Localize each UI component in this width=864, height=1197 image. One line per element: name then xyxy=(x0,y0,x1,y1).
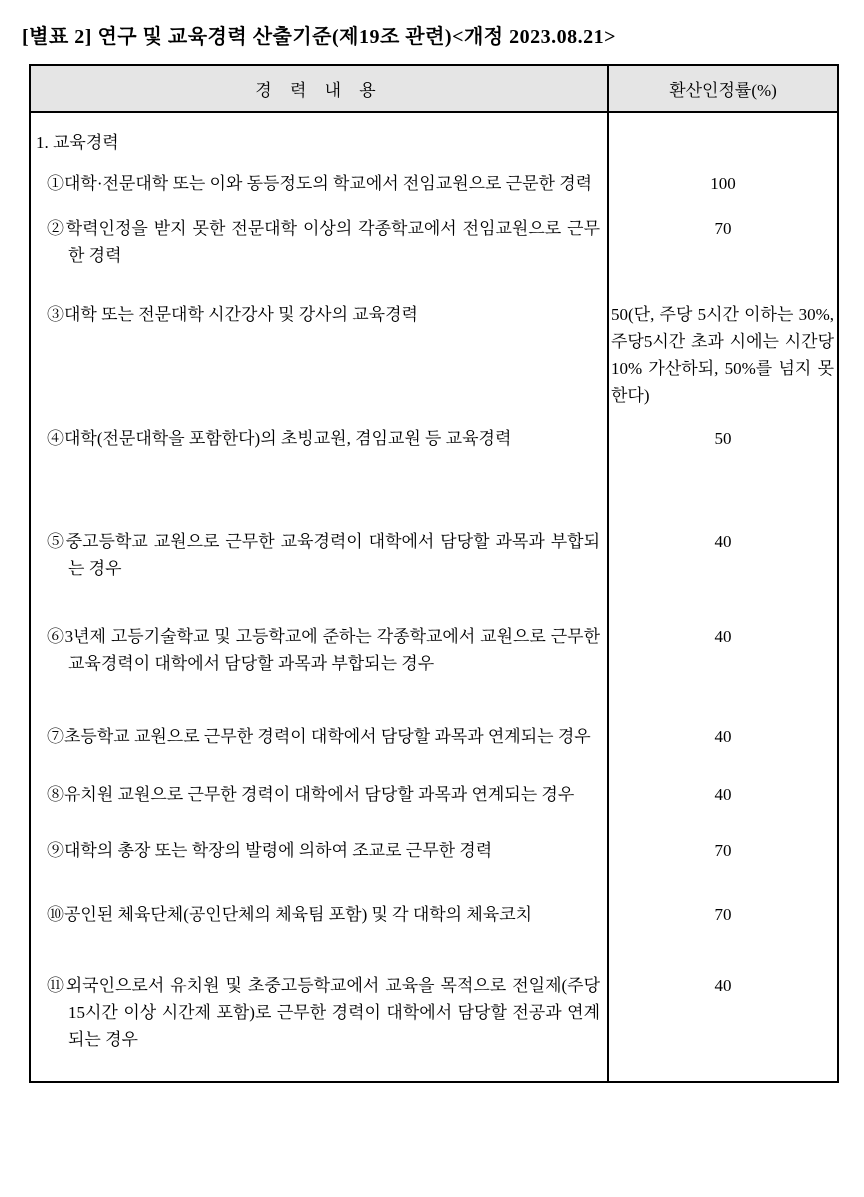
table-row xyxy=(31,864,837,928)
career-content: ⑩공인된 체육단체(공인단체의 체육팀 포함) 및 각 대학의 체육코치 xyxy=(47,905,533,924)
career-content: ⑪외국인으로서 유치원 및 초중고등학교에서 교육을 목적으로 전일제(주당 15시간 이상 시간제 포함)로 근무한 경력이 대학에서 담당할 전공과 연계되는 경우 xyxy=(47,976,600,1049)
table-row xyxy=(31,156,837,197)
career-content: ①대학·전문대학 또는 이와 동등정도의 학교에서 전임교원으로 근문한 경력 xyxy=(47,174,593,193)
career-content: ⑤중고등학교 교원으로 근무한 교육경력이 대학에서 담당할 과목과 부합되는 경우 xyxy=(47,532,600,578)
rate-cell xyxy=(607,113,837,156)
rate-value: 40 xyxy=(714,976,732,995)
table-row xyxy=(31,452,837,582)
table-header-row xyxy=(31,66,837,113)
page-title: [별표 2] 연구 및 교육경력 산출기준(제19조 관련)<개정 2023.08.21> xyxy=(22,26,617,48)
table-row xyxy=(31,928,837,1053)
rate-value: 70 xyxy=(714,841,732,860)
table-row xyxy=(31,808,837,864)
section-label: 1. 교육경력 xyxy=(36,133,119,152)
rate-value: 40 xyxy=(714,627,732,646)
table-row xyxy=(31,750,837,808)
rate-value: 70 xyxy=(714,905,732,924)
career-content: ⑧유치원 교원으로 근무한 경력이 대학에서 담당할 과목과 연계되는 경우 xyxy=(47,785,575,804)
header-career-content: 경 력 내 용 xyxy=(255,81,383,100)
career-table xyxy=(29,64,839,1083)
career-content: ⑥3년제 고등기술학교 및 고등학교에 준하는 각종학교에서 교원으로 근무한 교육경력이 대학에서 담당할 과목과 부합되는 경우 xyxy=(47,627,600,673)
rate-value: 40 xyxy=(714,532,732,551)
table-row xyxy=(31,582,837,677)
rate-value: 50(단, 주당 5시간 이하는 30%, 주당5시간 초과 시에는 시간당 10% 가산하되, 50%를 넘지 못한다) xyxy=(611,305,834,405)
rate-value: 50 xyxy=(714,429,732,448)
rate-value: 70 xyxy=(714,219,732,238)
career-content: ②학력인정을 받지 못한 전문대학 이상의 각종학교에서 전임교원으로 근무한 경력 xyxy=(47,219,600,265)
table-section-row xyxy=(31,113,837,156)
rate-value: 40 xyxy=(714,727,732,746)
table-bottom-spacer xyxy=(31,1053,837,1081)
career-content: ⑦초등학교 교원으로 근무한 경력이 대학에서 담당할 과목과 연계되는 경우 xyxy=(47,727,591,746)
rate-value: 40 xyxy=(714,785,732,804)
career-content: ⑨대학의 총장 또는 학장의 발령에 의하여 조교로 근무한 경력 xyxy=(47,841,493,860)
table-row xyxy=(31,269,837,409)
header-conversion-rate: 환산인정률(%) xyxy=(607,66,837,111)
rate-value: 100 xyxy=(710,174,736,193)
table-row xyxy=(31,409,837,452)
career-content: ④대학(전문대학을 포함한다)의 초빙교원, 겸임교원 등 교육경력 xyxy=(47,429,512,448)
career-content: ③대학 또는 전문대학 시간강사 및 강사의 교육경력 xyxy=(47,305,418,324)
table-row xyxy=(31,197,837,269)
table-row xyxy=(31,677,837,750)
